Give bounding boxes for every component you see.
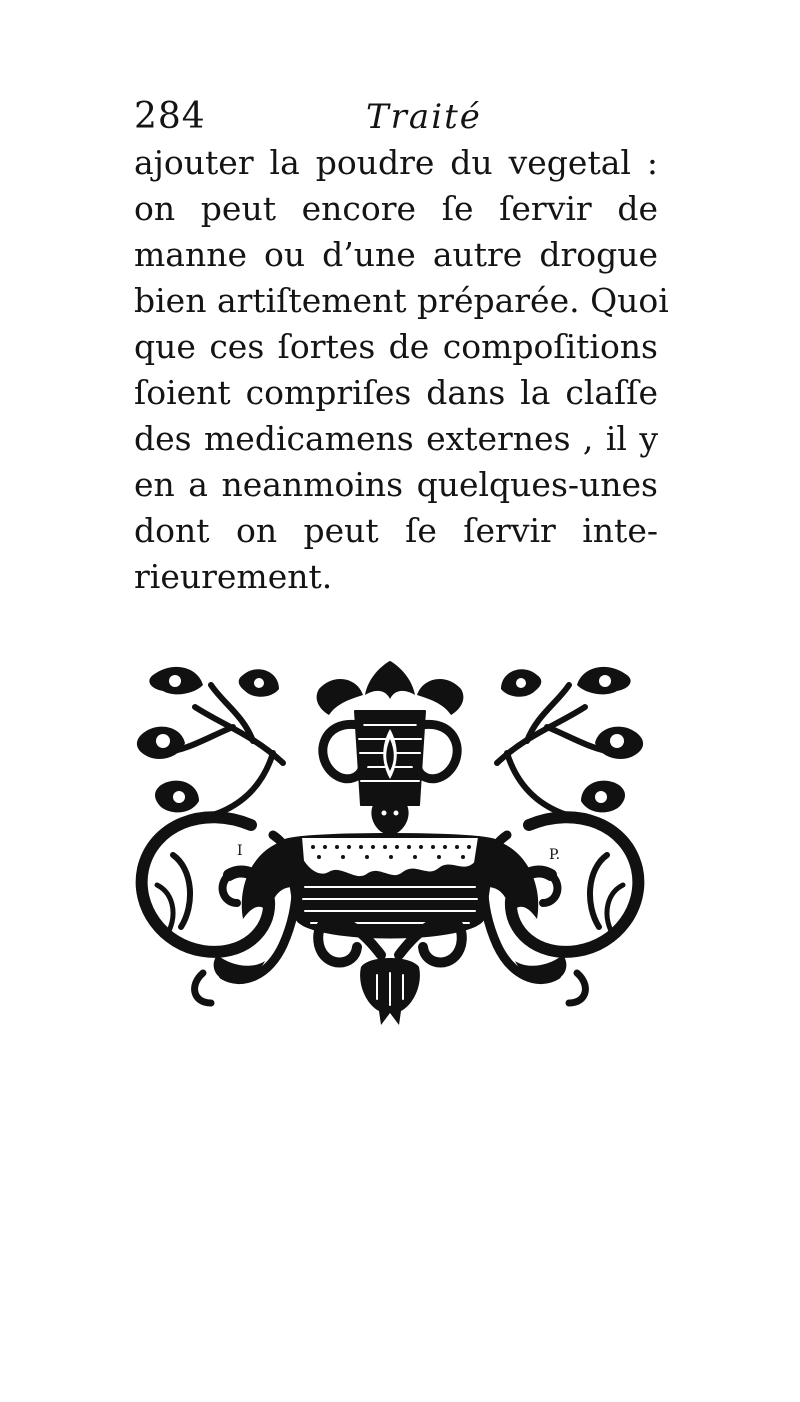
text-line: dont on peut ſe ſervir inte-	[134, 511, 658, 550]
text-line: ſoient compriſes dans la claſſe	[134, 373, 658, 412]
text-line: en a neanmoins quelques-unes	[134, 465, 658, 504]
body-text	[134, 140, 669, 600]
vase-mask	[371, 798, 408, 836]
text-line: ajouter la poudre du vegetal :	[134, 143, 658, 182]
text-line: des medicamens externes , il y	[134, 419, 658, 458]
text-line: rieurement.	[134, 557, 333, 596]
text-line: que ces ſortes de compoſitions	[134, 327, 658, 366]
engraver-initial-left: I	[237, 843, 243, 859]
text-line: on peut encore ſe ſervir de	[134, 189, 658, 228]
text-line: bien artiſtement préparée. Quoi	[134, 281, 669, 320]
page-number: 284	[134, 96, 206, 137]
running-title: Traité	[366, 97, 482, 137]
ornament-vase-icon	[133, 655, 647, 1027]
text-line: manne ou d’une autre drogue	[134, 235, 658, 274]
vase-body	[283, 834, 497, 939]
top-crest	[317, 661, 464, 715]
running-head	[134, 92, 664, 142]
engraver-initial-right: P.	[549, 847, 561, 863]
